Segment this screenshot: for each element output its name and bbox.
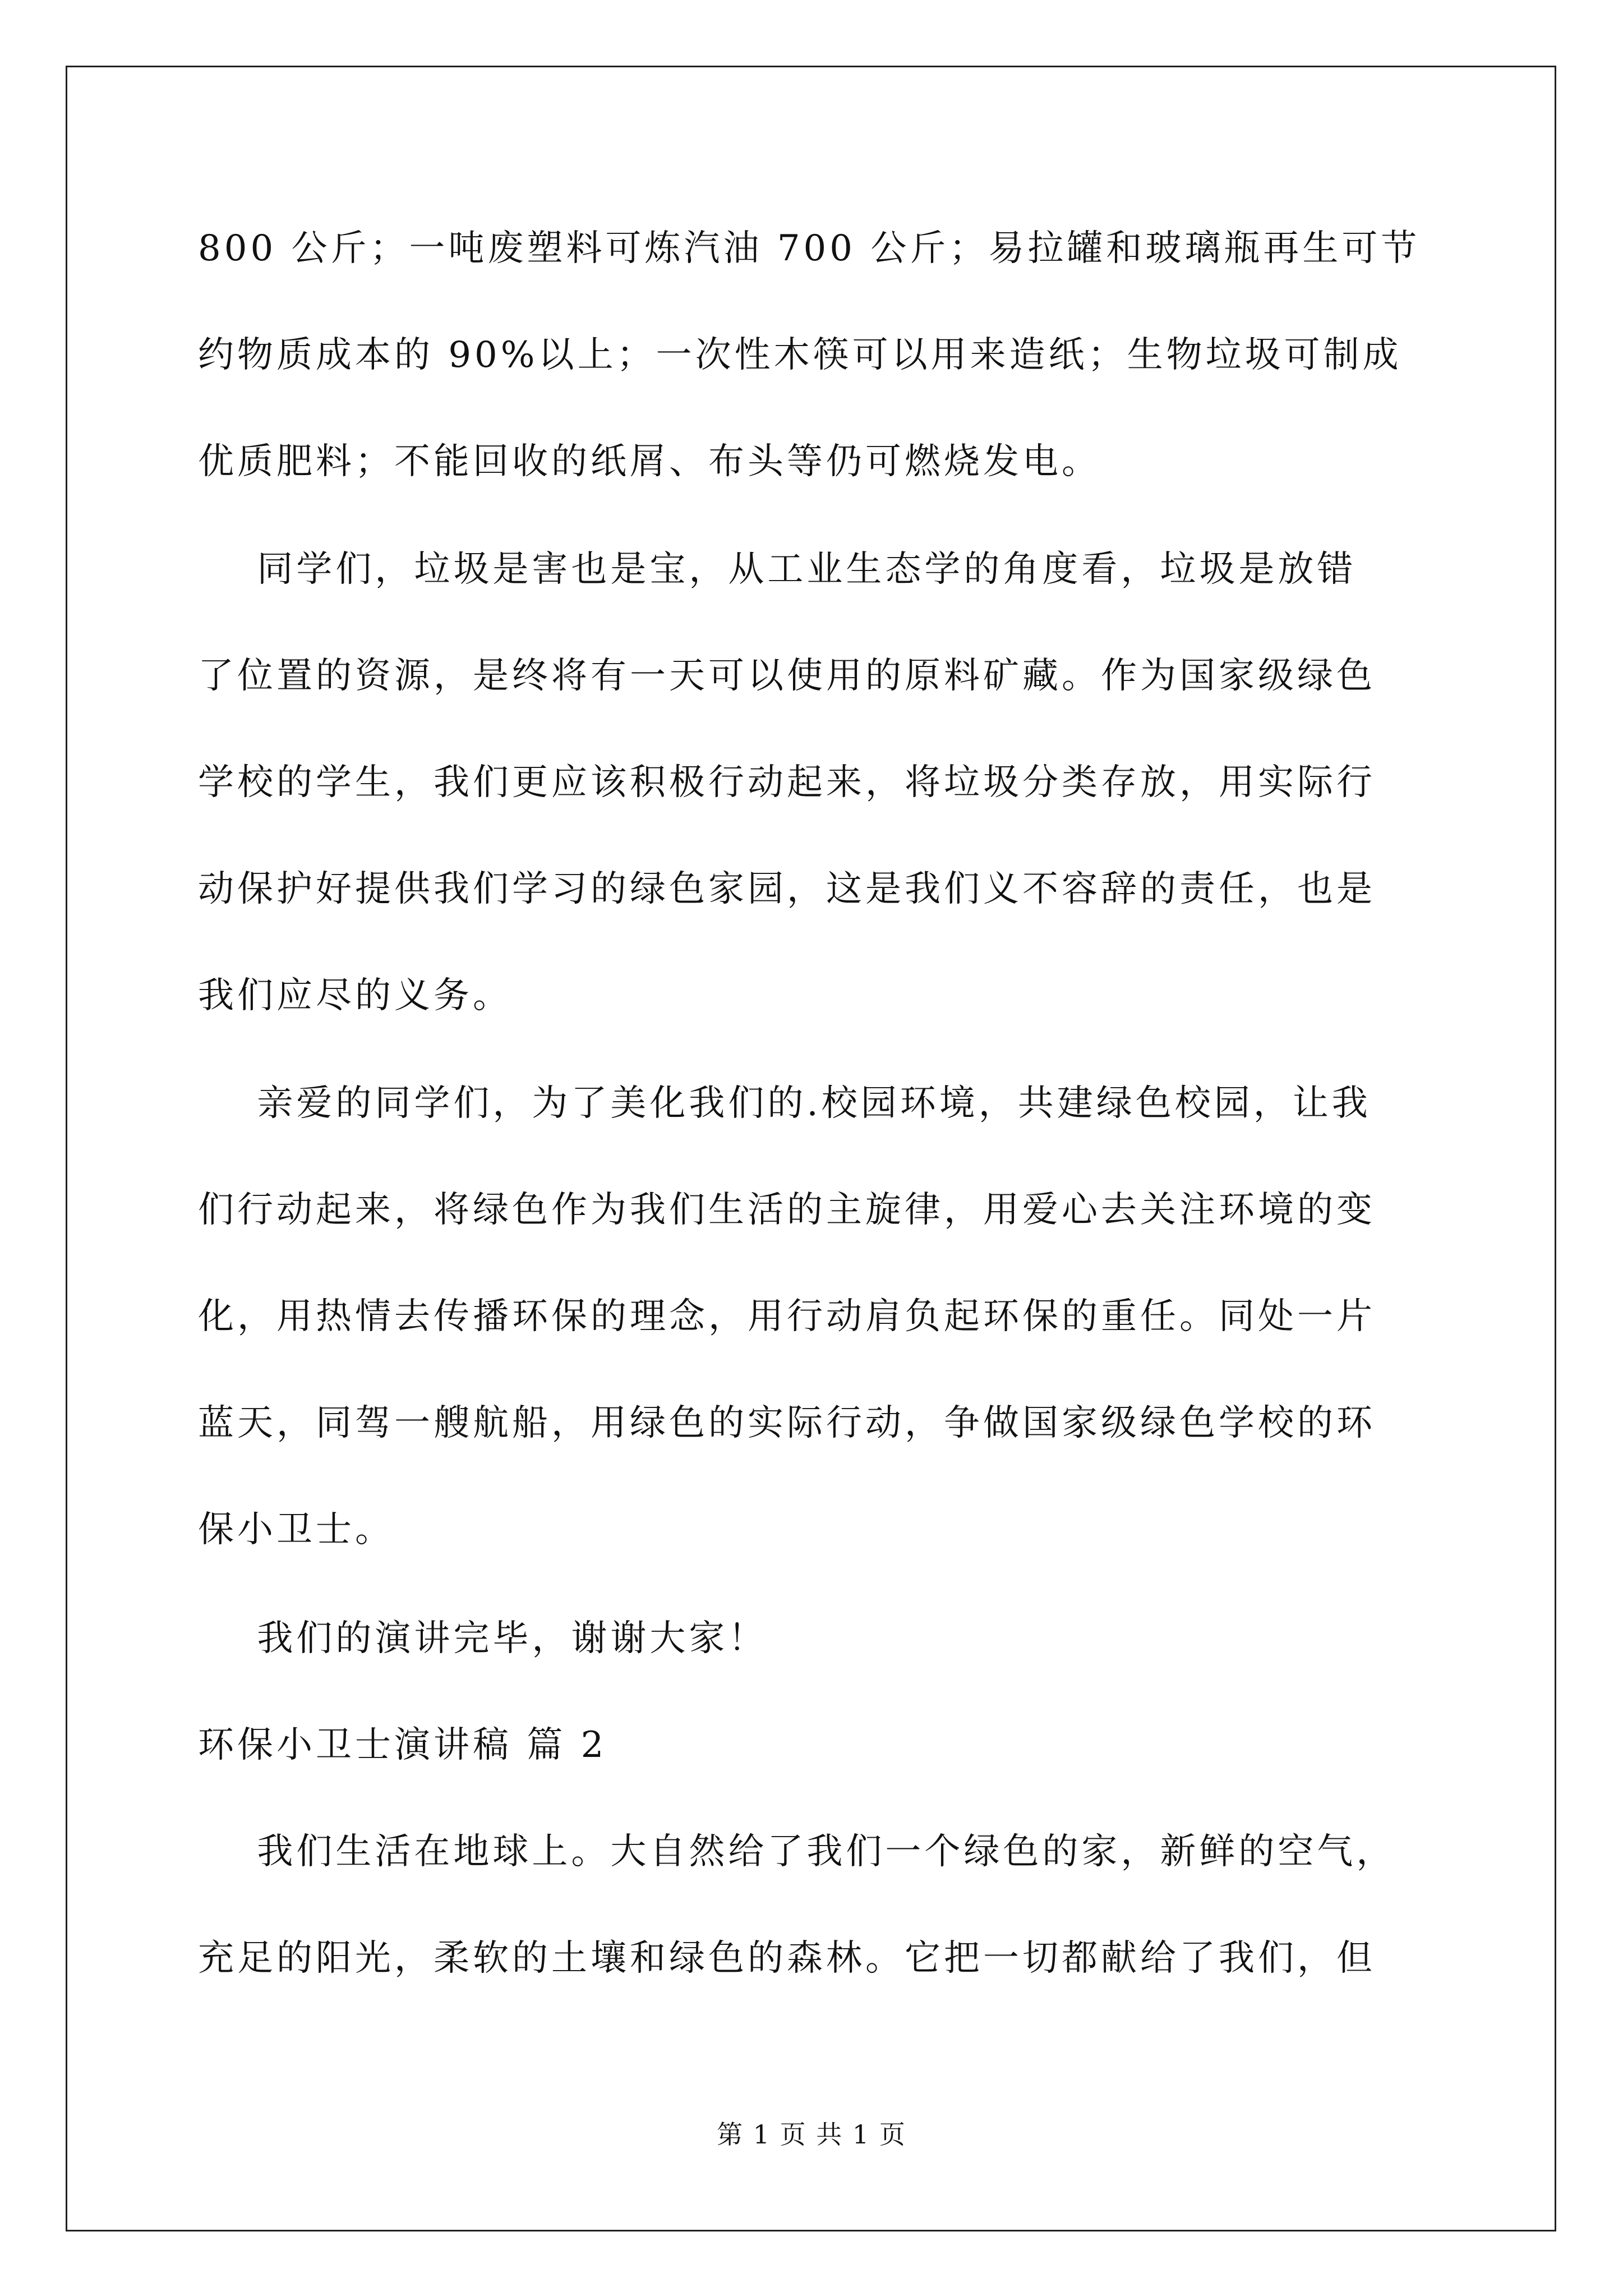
paragraph-3-line-1: 亲爱的同学们，为了美化我们的.校园环境，共建绿色校园，让我 bbox=[198, 1083, 1371, 1124]
paragraph-4-line-1: 我们的演讲完毕，谢谢大家！ bbox=[198, 1618, 768, 1659]
section-heading bbox=[198, 1692, 1426, 1798]
paragraph-3-line-4: 蓝天，同驾一艘航船，用绿色的实际行动，争做国家级绿色学校的环 bbox=[198, 1402, 1376, 1444]
paragraph-1 bbox=[198, 195, 1426, 515]
paragraph-2-line-4: 动保护好提供我们学习的绿色家园，这是我们义不容辞的责任，也是 bbox=[198, 868, 1376, 910]
section-heading-text: 环保小卫士演讲稿 篇 2 bbox=[198, 1724, 607, 1766]
paragraph-6-line-2: 充足的阳光，柔软的土壤和绿色的森林。它把一切都献给了我们，但 bbox=[198, 1938, 1376, 1979]
paragraph-2-line-1: 同学们，垃圾是害也是宝，从工业生态学的角度看，垃圾是放错 bbox=[198, 549, 1357, 590]
paragraph-3 bbox=[198, 1050, 1426, 1583]
paragraph-1-line-3: 优质肥料；不能回收的纸屑、布头等仍可燃烧发电。 bbox=[198, 441, 1101, 482]
paragraph-3-line-2: 们行动起来，将绿色作为我们生活的主旋律，用爱心去关注环境的变 bbox=[198, 1189, 1376, 1231]
paragraph-2 bbox=[198, 516, 1426, 1049]
paragraph-6-line-1: 我们生活在地球上。大自然给了我们一个绿色的家，新鲜的空气， bbox=[198, 1831, 1396, 1872]
paragraph-1-line-2: 约物质成本的 90%以上；一次性木筷可以用来造纸；生物垃圾可制成 bbox=[198, 334, 1402, 376]
page-number-footer: 第 1 页 共 1 页 bbox=[717, 2119, 906, 2150]
paragraph-3-line-5: 保小卫士。 bbox=[198, 1509, 394, 1550]
paragraph-1-line-1: 800 公斤；一吨废塑料可炼汽油 700 公斤；易拉罐和玻璃瓶再生可节 bbox=[198, 228, 1421, 269]
paragraph-3-line-3: 化，用热情去传播环保的理念，用行动肩负起环保的重任。同处一片 bbox=[198, 1296, 1376, 1337]
paragraph-6 bbox=[198, 1798, 1426, 2012]
paragraph-4 bbox=[198, 1585, 1426, 1692]
paragraph-2-line-3: 学校的学生，我们更应该积极行动起来，将垃圾分类存放，用实际行 bbox=[198, 762, 1376, 803]
paragraph-2-line-5: 我们应尽的义务。 bbox=[198, 975, 512, 1016]
paragraph-2-line-2: 了位置的资源，是终将有一天可以使用的原料矿藏。作为国家级绿色 bbox=[198, 655, 1376, 697]
